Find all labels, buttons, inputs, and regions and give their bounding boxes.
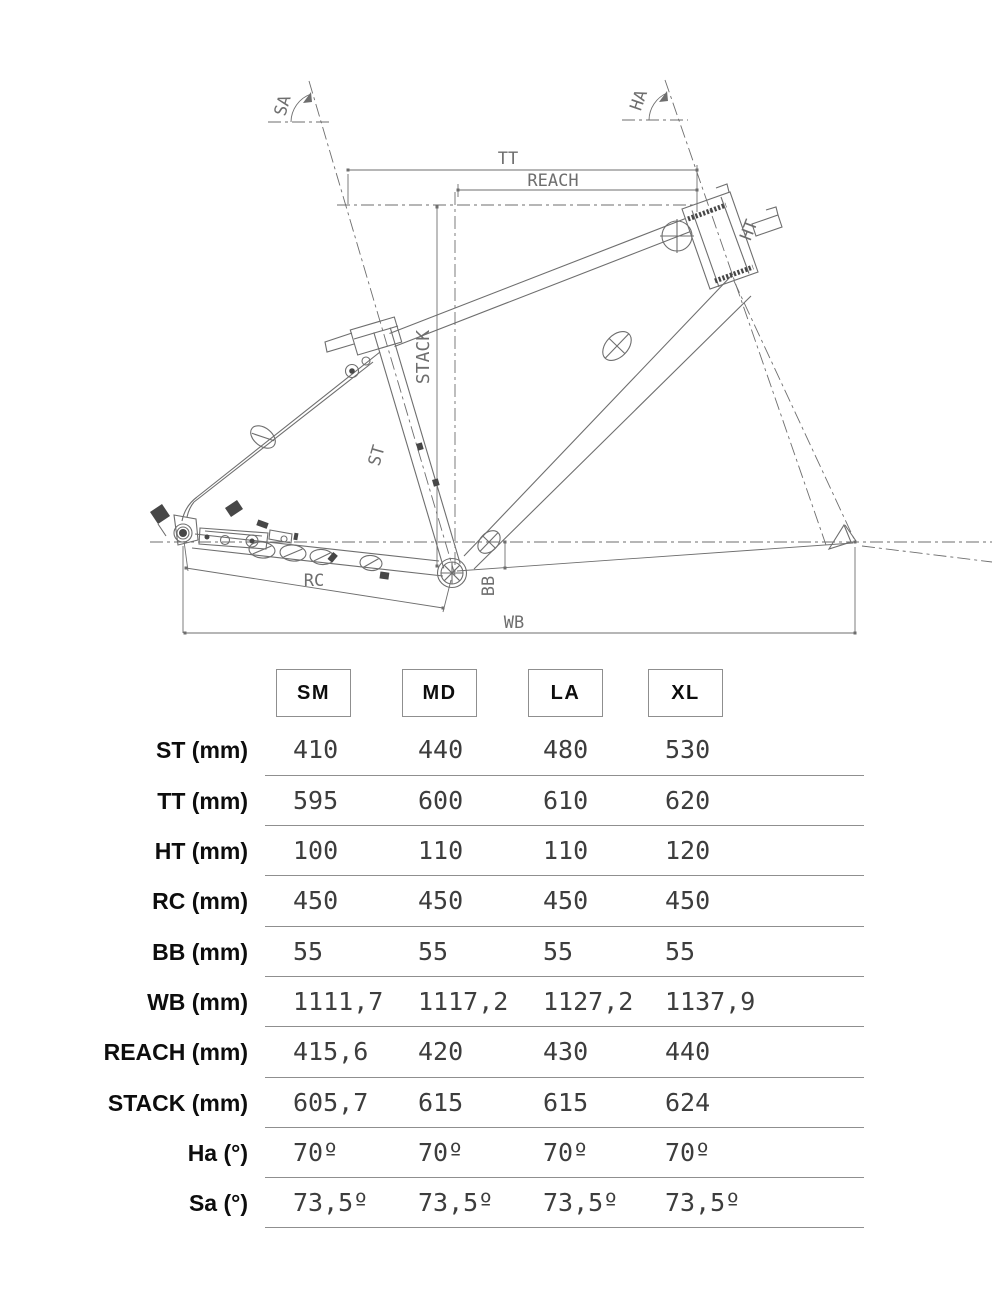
cell-value: 1137,9 xyxy=(665,986,756,1016)
table-row xyxy=(0,1078,1000,1128)
cell-value: 73,5º xyxy=(665,1188,741,1218)
cell-value: 595 xyxy=(293,785,339,815)
row-label: Sa (°) xyxy=(188,1190,248,1217)
size-header-xl: XL xyxy=(648,669,723,717)
table-row xyxy=(0,725,1000,775)
cell-value: 120 xyxy=(665,835,711,865)
row-label: RC (mm) xyxy=(152,888,248,915)
cell-value: 1117,2 xyxy=(418,986,509,1016)
table-row xyxy=(0,876,1000,926)
tt-dimension-label: TT xyxy=(497,149,519,169)
bb-dimension-label: BB xyxy=(479,575,499,597)
cell-value: 70º xyxy=(293,1137,339,1167)
st-dimension-label: ST xyxy=(364,443,390,469)
diagram-labels xyxy=(271,87,763,633)
cell-value: 450 xyxy=(543,886,589,916)
cell-value: 55 xyxy=(665,936,696,966)
row-label: BB (mm) xyxy=(152,938,248,965)
cell-value: 440 xyxy=(665,1037,711,1067)
cell-value: 450 xyxy=(418,886,464,916)
cell-value: 1127,2 xyxy=(543,986,634,1016)
cell-value: 73,5º xyxy=(543,1188,619,1218)
cell-value: 605,7 xyxy=(293,1087,369,1117)
row-label: ST (mm) xyxy=(156,737,248,764)
cell-value: 624 xyxy=(665,1087,711,1117)
cell-value: 110 xyxy=(418,835,464,865)
cell-value: 55 xyxy=(293,936,324,966)
cell-value: 615 xyxy=(543,1087,589,1117)
row-label: Ha (°) xyxy=(187,1139,248,1166)
cell-value: 100 xyxy=(293,835,339,865)
table-row xyxy=(0,927,1000,977)
row-label: STACK (mm) xyxy=(107,1089,248,1116)
headset-hatching xyxy=(688,205,753,281)
cell-value: 620 xyxy=(665,785,711,815)
wb-dimension-label: WB xyxy=(503,613,525,633)
cell-value: 70º xyxy=(543,1137,589,1167)
row-label: TT (mm) xyxy=(157,787,248,814)
cell-value: 110 xyxy=(543,835,589,865)
cell-value: 73,5º xyxy=(418,1188,494,1218)
row-separator xyxy=(265,1227,864,1228)
cell-value: 420 xyxy=(418,1037,464,1067)
stack-dimension-label: STACK xyxy=(413,329,434,385)
ht-dimension-label: HT xyxy=(736,217,763,244)
center-lines xyxy=(150,80,992,575)
cell-value: 615 xyxy=(418,1087,464,1117)
row-label: WB (mm) xyxy=(147,988,248,1015)
table-row xyxy=(0,1128,1000,1178)
cell-value: 440 xyxy=(418,735,464,765)
cell-value: 415,6 xyxy=(293,1037,369,1067)
cell-value: 55 xyxy=(418,936,449,966)
cell-value: 610 xyxy=(543,785,589,815)
dimension-lines xyxy=(183,93,855,633)
cell-value: 450 xyxy=(293,886,339,916)
cell-value: 410 xyxy=(293,735,339,765)
size-header-la: LA xyxy=(528,669,603,717)
size-header-sm: SM xyxy=(276,669,351,717)
table-row xyxy=(0,1178,1000,1228)
rc-dimension-label: RC xyxy=(303,571,325,591)
cell-value: 73,5º xyxy=(293,1188,369,1218)
row-label: HT (mm) xyxy=(154,837,248,864)
reach-dimension-label: REACH xyxy=(527,171,579,191)
dimension-end-markers xyxy=(184,91,857,635)
cell-value: 600 xyxy=(418,785,464,815)
size-header-md: MD xyxy=(402,669,477,717)
table-row xyxy=(0,826,1000,876)
table-row xyxy=(0,1027,1000,1077)
ha-angle-label: HA xyxy=(626,87,653,114)
table-row xyxy=(0,776,1000,826)
cell-value: 530 xyxy=(665,735,711,765)
sa-angle-label: SA xyxy=(270,93,296,119)
cell-value: 55 xyxy=(543,936,574,966)
table-row xyxy=(0,977,1000,1027)
cell-value: 70º xyxy=(665,1137,711,1167)
cell-value: 480 xyxy=(543,735,589,765)
cell-value: 430 xyxy=(543,1037,589,1067)
cell-value: 70º xyxy=(418,1137,464,1167)
cell-value: 1111,7 xyxy=(293,986,384,1016)
cell-value: 450 xyxy=(665,886,711,916)
row-label: REACH (mm) xyxy=(103,1039,248,1066)
